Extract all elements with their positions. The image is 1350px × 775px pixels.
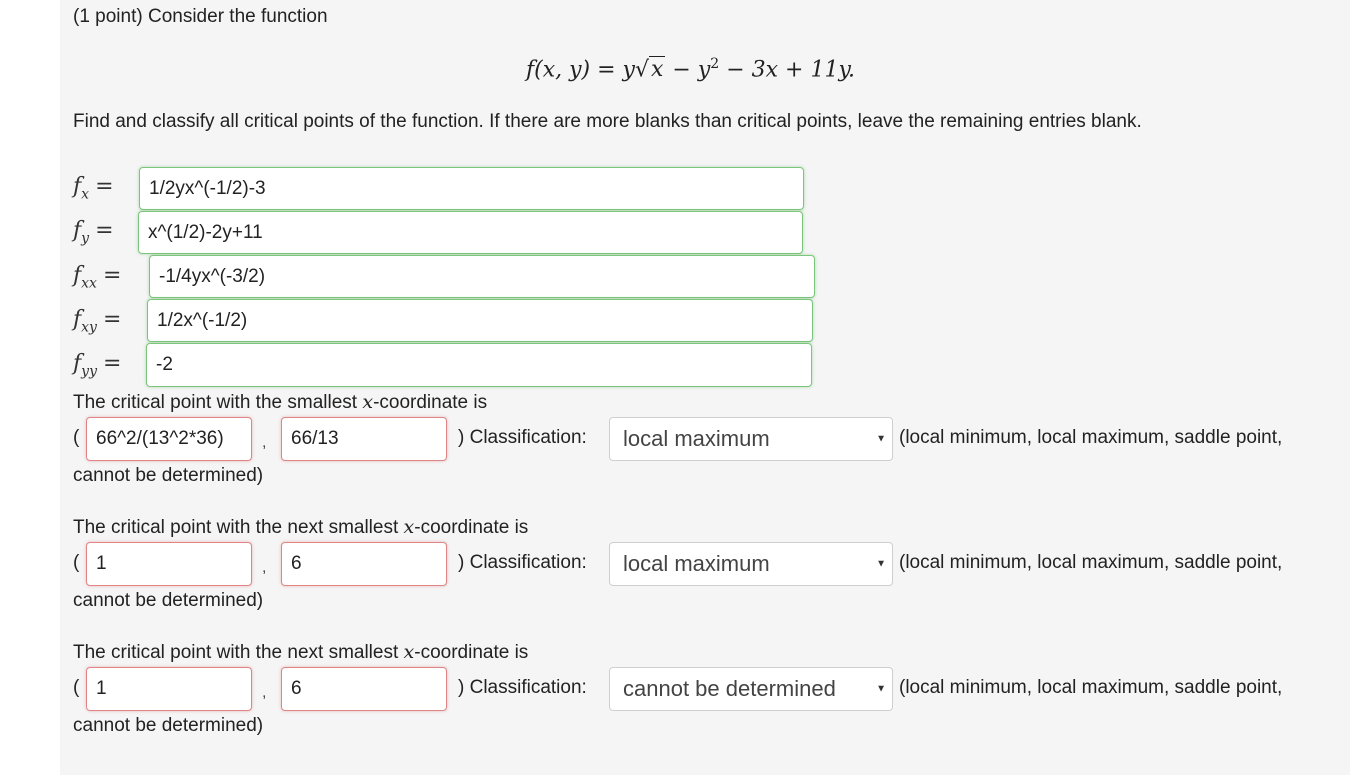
dropdown-caret-icon: ▼ (876, 683, 886, 695)
cp3-options-hint: (local minimum, local maximum, saddle point, (899, 677, 1283, 698)
fx-sub: x (81, 186, 90, 203)
cp2-heading-post: -coordinate is (414, 517, 529, 538)
cp1-classification-value: local maximum (623, 426, 770, 451)
formula-exponent: 2 (710, 56, 720, 72)
dropdown-caret-icon: ▼ (876, 433, 886, 445)
formula-rest-b: − 3x + 11y. (719, 57, 855, 83)
cp2-heading-pre: The critical point with the next smallest (73, 517, 404, 538)
cp1-heading (73, 391, 487, 414)
problem-intro: (1 point) Consider the function (73, 6, 328, 27)
sqrt-sign: √ (634, 57, 650, 83)
fy-input[interactable]: x^(1/2)-2y+11 (138, 211, 803, 254)
cp1-comma: , (262, 434, 267, 451)
cp1-y-input[interactable]: 66/13 (281, 417, 447, 461)
cp3-heading (73, 641, 528, 664)
left-margin (0, 0, 61, 775)
cp1-classification-select[interactable] (609, 417, 893, 461)
fy-label: $f_y$ = (73, 218, 114, 247)
cp2-comma: , (262, 559, 267, 576)
cp1-heading-post: -coordinate is (373, 392, 488, 413)
cp2-open-paren: ( (73, 552, 80, 573)
fx-input[interactable]: 1/2yx^(-1/2)-3 (139, 167, 804, 210)
cp2-classification-value: local maximum (623, 551, 770, 576)
fxx-sub: xx (81, 275, 97, 292)
fxx-input[interactable]: -1/4yx^(-3/2) (149, 255, 815, 298)
formula-sqrt-arg: x (651, 57, 664, 83)
dropdown-caret-icon: ▼ (876, 558, 886, 570)
cp1-classification-label: ) Classification: (458, 427, 587, 448)
fxx-label: $f_{xx}$ = (73, 263, 122, 292)
cp2-x-input[interactable]: 1 (86, 542, 252, 586)
instructions: Find and classify all critical points of the function. If there are more blanks than critical points, leave the remaining entries blank. (73, 111, 1142, 132)
fxy-input[interactable]: 1/2x^(-1/2) (147, 299, 813, 342)
cp1-heading-var: x (362, 391, 374, 413)
problem-panel (60, 0, 1350, 775)
cp2-heading-var: x (403, 516, 415, 538)
fyy-label: $f_{yy}$ = (73, 351, 122, 380)
formula-rest-a: − y (665, 57, 711, 83)
cp3-options-tail: cannot be determined) (73, 715, 264, 736)
cp3-classification-value: cannot be determined (623, 676, 836, 701)
cp1-open-paren: ( (73, 427, 80, 448)
cp3-heading-var: x (403, 641, 415, 663)
cp1-options-hint: (local minimum, local maximum, saddle point, (899, 427, 1283, 448)
fy-sub: y (81, 230, 90, 247)
cp2-options-tail: cannot be determined) (73, 590, 264, 611)
cp3-comma: , (262, 684, 267, 701)
fyy-sub: yy (81, 363, 97, 380)
cp3-open-paren: ( (73, 677, 80, 698)
cp2-classification-select[interactable] (609, 542, 893, 586)
function-formula (526, 56, 855, 82)
cp1-heading-pre: The critical point with the smallest (73, 392, 363, 413)
cp3-classification-label: ) Classification: (458, 677, 587, 698)
cp2-heading (73, 516, 528, 539)
cp3-classification-select[interactable] (609, 667, 893, 711)
cp1-options-tail: cannot be determined) (73, 465, 264, 486)
formula-lhs: f(x, y) = y (526, 57, 635, 83)
cp2-y-input[interactable]: 6 (281, 542, 447, 586)
cp2-classification-label: ) Classification: (458, 552, 587, 573)
fxy-label: $f_{xy}$ = (73, 307, 122, 336)
cp2-options-hint: (local minimum, local maximum, saddle point, (899, 552, 1283, 573)
cp3-heading-post: -coordinate is (414, 642, 529, 663)
cp3-heading-pre: The critical point with the next smallest (73, 642, 404, 663)
cp3-x-input[interactable]: 1 (86, 667, 252, 711)
fyy-input[interactable]: -2 (146, 343, 812, 387)
fxy-sub: xy (81, 319, 97, 336)
cp1-x-input[interactable]: 66^2/(13^2*36) (86, 417, 252, 461)
cp3-y-input[interactable]: 6 (281, 667, 447, 711)
fx-label: $f_x$ = (73, 174, 114, 203)
